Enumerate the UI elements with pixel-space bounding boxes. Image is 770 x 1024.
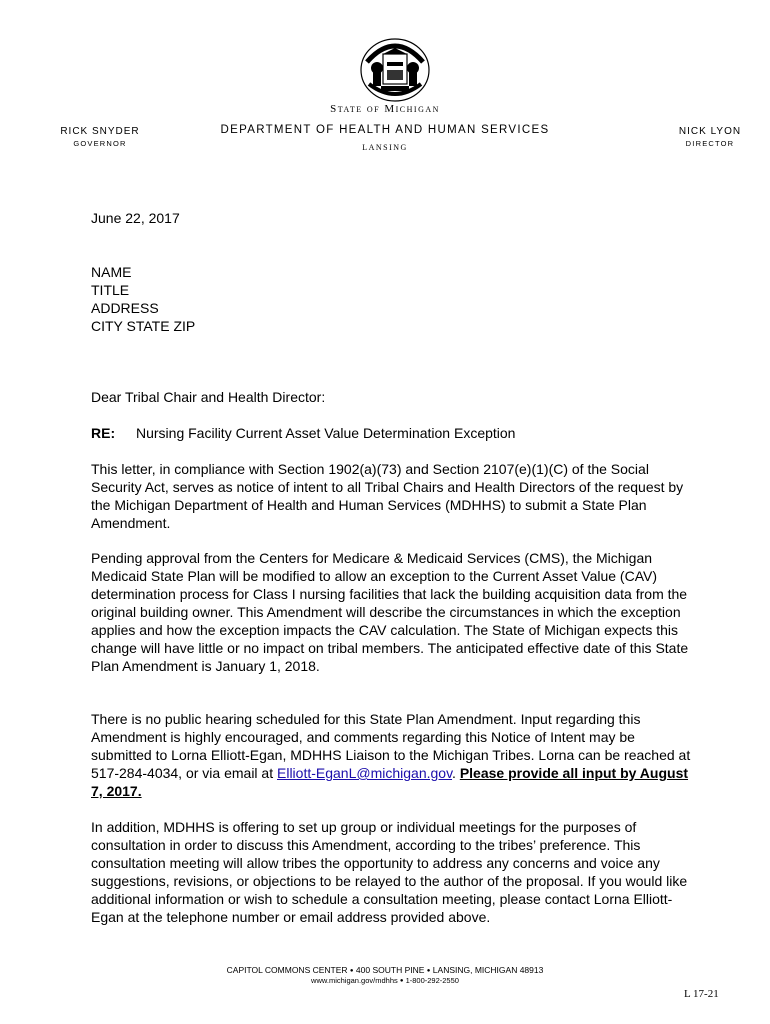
paragraph-4: In addition, MDHHS is offering to set up group or individual meetings for the purposes of consultation in order to discuss this Amendment, according to the tribes’ preference. This consultation meeting will allow tribes the opportunity to address any concerns and voice any suggestions, revisions, or objections to be relayed to the author of the proposal. If you would like additional information or wish to schedule a consultation meeting, please contact Lorna Elliott-Egan at the telephone number or email address provided above. bbox=[91, 819, 688, 925]
footer-address bbox=[0, 965, 770, 975]
salutation: Dear Tribal Chair and Health Director: bbox=[91, 389, 326, 405]
footer-city: LANSING, MICHIGAN 48913 bbox=[432, 965, 544, 975]
paragraph-1: This letter, in compliance with Section 1902(a)(73) and Section 2107(e)(1)(C) of the Social Security Act, serves as notice of intent to all Tribal Chairs and Health Directors of the request by the Michigan Department of Health and Human Services (MDHHS) to submit a State Plan Amendment. bbox=[91, 461, 684, 531]
footer-building: CAPITOL COMMONS CENTER bbox=[226, 965, 348, 975]
subject-label: RE: bbox=[91, 425, 116, 441]
letterhead-city: LANSING bbox=[362, 143, 408, 152]
paragraph-3-text: There is no public hearing scheduled for this State Plan Amendment. Input regarding this Amendment is highly encouraged, and comments regarding this Notice of Intent may be submitted to Lorna Elliott-Egan, MDHHS Liaison to the Michigan Tribes. Lorna can be reached at 517-284-4034, or via email at bbox=[91, 711, 691, 781]
footer-bullet: ● bbox=[399, 978, 404, 985]
director-name: NICK LYON bbox=[678, 126, 742, 137]
letter-date: June 22, 2017 bbox=[91, 210, 180, 226]
footer-website: www.michigan.gov/mdhhs bbox=[311, 976, 398, 985]
subject-text: Nursing Facility Current Asset Value Determination Exception bbox=[136, 425, 516, 441]
governor-block bbox=[40, 126, 160, 148]
paragraph-3-period: . bbox=[452, 765, 460, 781]
paragraph-3 bbox=[91, 710, 691, 800]
email-link[interactable]: Elliott-EganL@michigan.gov bbox=[277, 765, 453, 781]
letterhead-state: State of Michigan bbox=[330, 103, 440, 115]
input-deadline: Please provide all input by August 7, 2017. bbox=[91, 765, 689, 799]
paragraph-2: Pending approval from the Centers for Medicare & Medicaid Services (CMS), the Michigan Medicaid State Plan will be modified to allow an exception to the Current Asset Value (CAV) determination process for Class I nursing facilities that lack the building acquisition data from the original building owner. This Amendment will describe the circumstances in which the exception applies and how the exception impacts the CAV calculation. The State of Michigan expects this change will have little or no impact on tribal members. The anticipated effective date of this State Plan Amendment is January 1, 2018. bbox=[91, 550, 689, 674]
director-title: DIRECTOR bbox=[685, 139, 735, 148]
footer-phone: 1-800-292-2550 bbox=[405, 976, 459, 985]
governor-name: RICK SNYDER bbox=[60, 126, 140, 137]
recipient-name: NAME bbox=[91, 264, 132, 280]
recipient-street: ADDRESS bbox=[91, 300, 159, 316]
recipient-city-state-zip: CITY STATE ZIP bbox=[91, 318, 196, 334]
footer-bullet: ● bbox=[426, 967, 431, 974]
footer-street: 400 SOUTH PINE bbox=[355, 965, 425, 975]
recipient-address bbox=[91, 263, 691, 335]
governor-title: GOVERNOR bbox=[73, 139, 127, 148]
recipient-title: TITLE bbox=[91, 282, 130, 298]
director-block bbox=[662, 126, 758, 148]
letterhead-department: DEPARTMENT OF HEALTH AND HUMAN SERVICES bbox=[220, 124, 550, 136]
footer-bullet: ● bbox=[349, 967, 354, 974]
subject-line bbox=[91, 424, 691, 442]
form-code: L 17-21 bbox=[684, 988, 719, 1000]
footer-contact bbox=[0, 976, 770, 985]
michigan-state-seal-icon bbox=[357, 32, 433, 104]
